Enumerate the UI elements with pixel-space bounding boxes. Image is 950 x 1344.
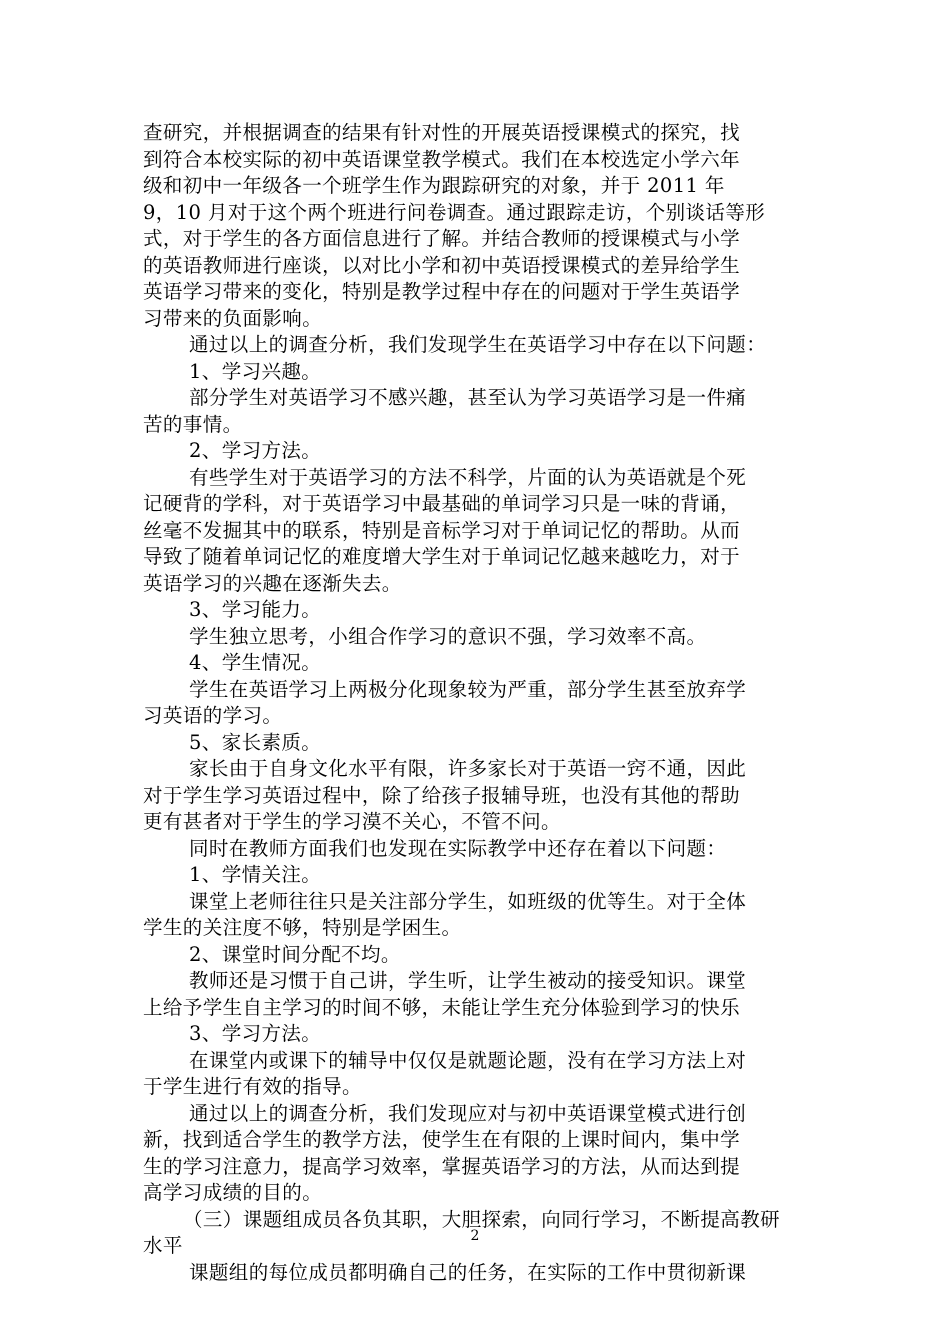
text-line: 英语学习带来的变化，特别是教学过程中存在的问题对于学生英语学 bbox=[143, 280, 741, 303]
text-line: 丝毫不发掘其中的联系，特别是音标学习对于单词记忆的帮助。从而 bbox=[143, 518, 741, 542]
text-line: 英语学习的兴趣在逐渐失去。 bbox=[143, 571, 402, 595]
text-line: 3、学习能力。 bbox=[189, 598, 322, 621]
text-line: 有些学生对于英语学习的方法不科学，片面的认为英语就是个死 bbox=[189, 465, 747, 489]
text-line: 2、学习方法。 bbox=[189, 439, 322, 462]
text-line: 更有甚者对于学生的学习漠不关心，不管不问。 bbox=[143, 810, 561, 833]
text-line: 家长由于自身文化水平有限，许多家长对于英语一窍不通，因此 bbox=[189, 757, 747, 780]
text-line: 新，找到适合学生的教学方法，使学生在有限的上课时间内，集中学 bbox=[143, 1128, 741, 1151]
text-line: 高学习成绩的目的。 bbox=[143, 1181, 323, 1204]
text-line: 2、课堂时间分配不均。 bbox=[189, 942, 401, 966]
text-line: 部分学生对英语学习不感兴趣，甚至认为学习英语学习是一件痛 bbox=[189, 386, 747, 409]
text-line: 苦的事情。 bbox=[143, 412, 243, 436]
text-line: 习英语的学习。 bbox=[143, 704, 283, 727]
text-line: 通过以上的调查分析，我们发现应对与初中英语课堂模式进行创 bbox=[189, 1101, 747, 1125]
text-line: 9，10 月对于这个两个班进行问卷调查。通过跟踪走访，个别谈话等形 bbox=[143, 200, 766, 224]
text-line: 水平 bbox=[143, 1234, 183, 1257]
text-line: 式，对于学生的各方面信息进行了解。并结合教师的授课模式与小学 bbox=[143, 227, 741, 250]
text-line: 教师还是习惯于自己讲，学生听，让学生被动的接受知识。课堂 bbox=[189, 969, 747, 992]
document-body bbox=[143, 120, 823, 1286]
text-line: 在课堂内或课下的辅导中仅仅是就题论题，没有在学习方法上对 bbox=[189, 1048, 747, 1072]
text-line: 对于学生学习英语过程中，除了给孩子报辅导班，也没有其他的帮助 bbox=[143, 783, 741, 807]
page-number: 2 bbox=[470, 1228, 480, 1244]
text-line: 通过以上的调查分析，我们发现学生在英语学习中存在以下问题： bbox=[189, 333, 767, 356]
text-line: 课题组的每位成员都明确自己的任务，在实际的工作中贯彻新课 bbox=[189, 1260, 747, 1284]
text-line: （三）课题组成员各负其职，大胆探索，向同行学习，不断提高教研 bbox=[183, 1207, 781, 1231]
text-line: 记硬背的学科，对于英语学习中最基础的单词学习只是一味的背诵， bbox=[143, 492, 741, 515]
text-line: 于学生进行有效的指导。 bbox=[143, 1075, 362, 1098]
text-line: 到符合本校实际的初中英语课堂教学模式。我们在本校选定小学六年 bbox=[143, 147, 741, 171]
text-line: 导致了随着单词记忆的难度增大学生对于单词记忆越来越吃力，对于 bbox=[143, 545, 741, 568]
text-line: 学生的关注度不够，特别是学困生。 bbox=[143, 916, 462, 939]
text-line: 同时在教师方面我们也发现在实际教学中还存在着以下问题： bbox=[189, 836, 727, 860]
text-line: 的英语教师进行座谈，以对比小学和初中英语授课模式的差异给学生 bbox=[143, 253, 741, 277]
text-line: 1、学习兴趣。 bbox=[189, 359, 322, 383]
text-line: 查研究，并根据调查的结果有针对性的开展英语授课模式的探究，找 bbox=[143, 121, 741, 144]
text-line: 3、学习方法。 bbox=[189, 1022, 322, 1045]
text-line: 上给予学生自主学习的时间不够，未能让学生充分体验到学习的快乐 bbox=[143, 995, 741, 1019]
text-line: 学生在英语学习上两极分化现象较为严重，部分学生甚至放弃学 bbox=[189, 677, 747, 701]
text-line: 4、学生情况。 bbox=[189, 651, 322, 674]
text-line: 级和初中一年级各一个班学生作为跟踪研究的对象，并于 2011 年 bbox=[143, 174, 725, 197]
text-line: 学生独立思考，小组合作学习的意识不强，学习效率不高。 bbox=[189, 624, 707, 648]
text-line: 课堂上老师往往只是关注部分学生，如班级的优等生。对于全体 bbox=[189, 889, 747, 913]
text-line: 1、学情关注。 bbox=[189, 863, 322, 886]
text-line: 5、家长素质。 bbox=[189, 730, 322, 754]
text-line: 生的学习注意力，提高学习效率，掌握英语学习的方法，从而达到提 bbox=[143, 1154, 741, 1178]
text-line: 习带来的负面影响。 bbox=[143, 306, 323, 330]
